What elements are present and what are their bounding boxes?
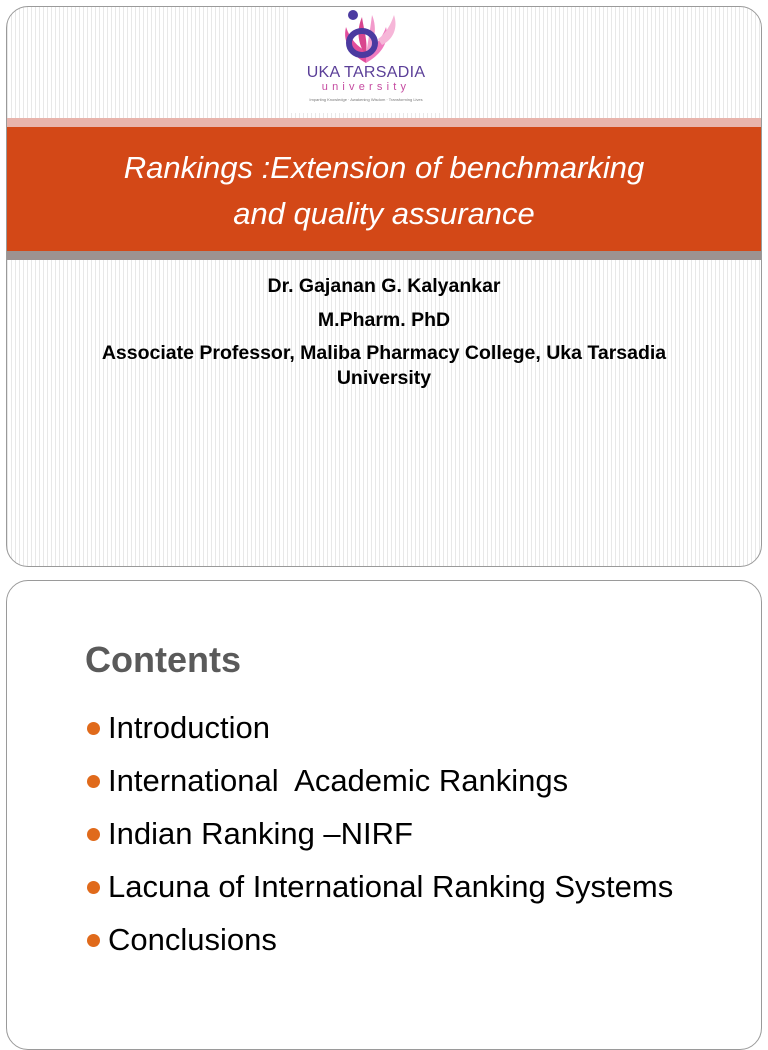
list-item-label: Lacuna of International Ranking Systems [108, 868, 674, 904]
university-logo [290, 6, 442, 113]
slide-title [27, 145, 741, 237]
pink-divider [7, 118, 761, 127]
title-line-2: and quality assurance [233, 196, 535, 231]
list-item-label: Indian Ranking –NIRF [108, 815, 413, 851]
grey-divider [7, 251, 761, 260]
bullet-icon [87, 881, 100, 894]
author-block [67, 273, 701, 398]
list-item [87, 754, 673, 807]
list-item-label: Conclusions [108, 921, 277, 957]
logo-name: UKA TARSADIA [306, 64, 426, 81]
logo-tagline: Imparting Knowledge · Awakening Wisdom · Transforming Lives [309, 97, 423, 102]
list-item-label: Introduction [108, 709, 270, 745]
bullet-icon [87, 775, 100, 788]
contents-heading: Contents [85, 639, 241, 680]
title-slide [6, 6, 762, 567]
lotus-logo-icon [332, 6, 400, 65]
list-item-label: International Academic Rankings [108, 762, 569, 798]
author-degree: M.Pharm. PhD [317, 309, 451, 331]
list-item [87, 860, 673, 913]
bullet-icon [87, 828, 100, 841]
contents-list [87, 701, 673, 966]
author-name: Dr. Gajanan G. Kalyankar [267, 275, 501, 297]
contents-slide [6, 580, 762, 1050]
bullet-icon [87, 934, 100, 947]
author-affiliation: Associate Professor, Maliba Pharmacy College, Uka Tarsadia University [101, 342, 667, 389]
title-line-1: Rankings :Extension of benchmarking [123, 150, 645, 185]
list-item [87, 913, 673, 966]
logo-subtitle: university [321, 81, 411, 93]
bullet-icon [87, 722, 100, 735]
list-item [87, 701, 673, 754]
list-item [87, 807, 673, 860]
